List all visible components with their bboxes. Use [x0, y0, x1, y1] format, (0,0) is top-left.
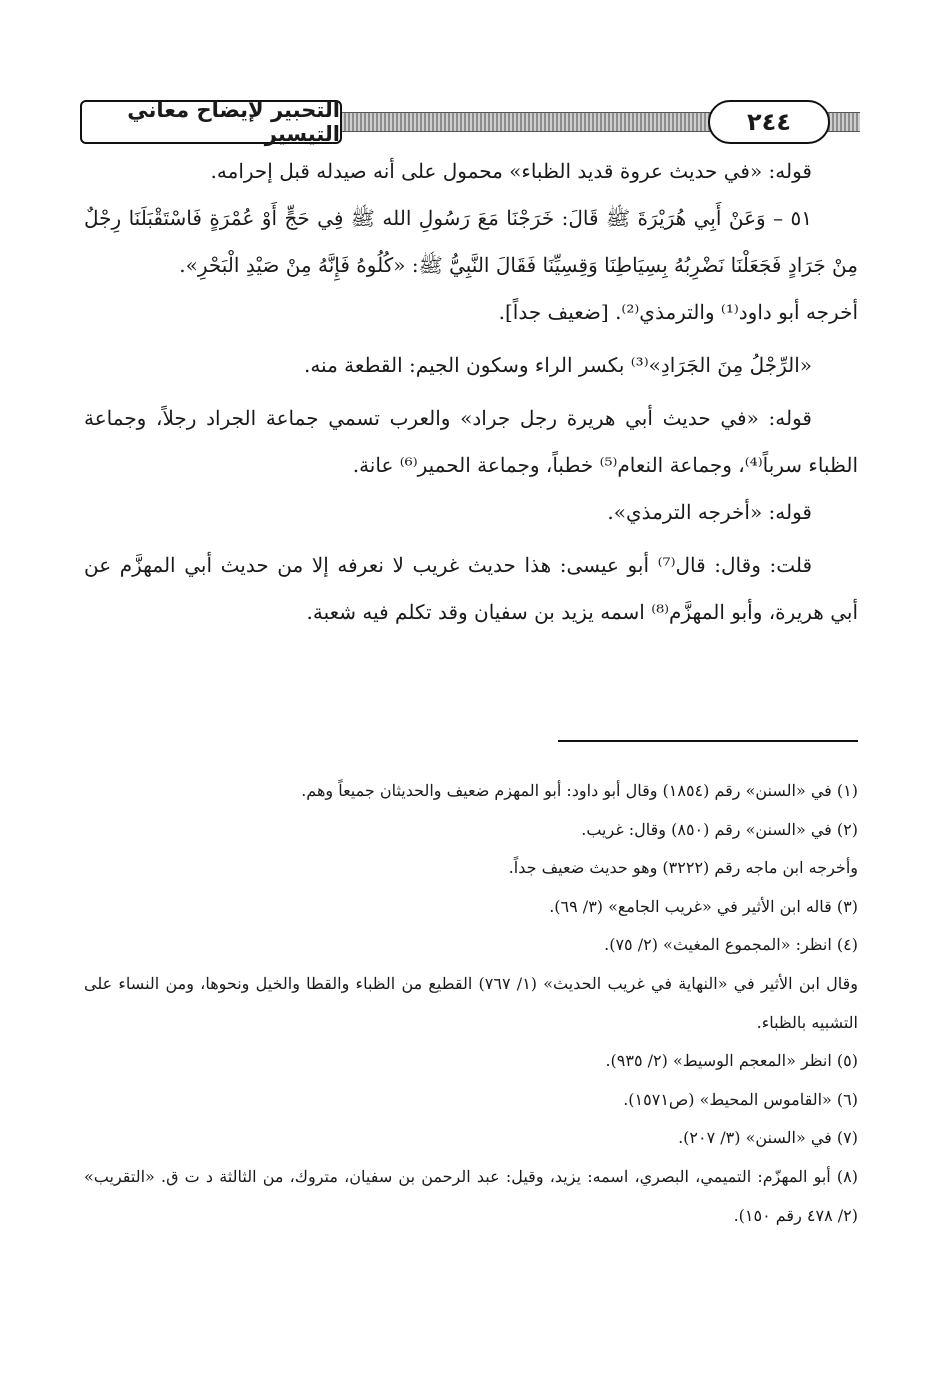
footnote-1: (١) في «السنن» رقم (١٨٥٤) وقال أبو داود: أبو المهزم ضعيف والحديثان جميعاً وهم. — [301, 781, 858, 800]
footnote-2-continued: وأخرجه ابن ماجه رقم (٣٢٢٢) وهو حديث ضعيف جداً. — [508, 858, 858, 878]
paragraph-rijl-definition: «الرِّجْلُ مِنَ الجَرَادِ»⁽³⁾ بكسر الراء وسكون الجيم: القطعة منه. — [303, 353, 812, 377]
footnotes — [84, 772, 858, 1235]
paragraph-commentary-abu-hurayra: قوله: «في حديث أبي هريرة رجل جراد» والعرب تسمي جماعة الجراد رجلاً، وجماعة الظباء سرباً⁽⁴⁾، وجماعة النعام⁽⁵⁾ خطباً، وجماعة الحمير⁽⁶⁾ عانة. — [84, 406, 858, 477]
paragraph-takhrij: أخرجه أبو داود⁽¹⁾ والترمذي⁽²⁾. [ضعيف جداً]. — [498, 300, 858, 324]
paragraph-commentary-tirmidhi: قوله: «أخرجه الترمذي». — [607, 500, 812, 524]
footnote-6: (٦) «القاموس المحيط» (ص١٥٧١). — [623, 1089, 858, 1109]
book-title: التحبير لإيضاح معاني التيسير — [80, 100, 342, 144]
footnote-divider — [558, 740, 858, 742]
footnote-4-continued: وقال ابن الأثير في «النهاية في غريب الحديث» (١/ ٧٦٧) القطيع من الظباء والقطا والخيل ونحوها، ومن النساء على التشبيه بالظباء. — [84, 973, 859, 1032]
footnote-7: (٧) في «السنن» (٣/ ٢٠٧). — [678, 1128, 858, 1148]
footnote-8: (٨) أبو المهزّم: التميمي، البصري، اسمه: يزيد، وقيل: عبد الرحمن بن سفيان، متروك، من الثالثة د ت ق. «التقريب» (٢/ ٤٧٨ رقم ١٥٠). — [84, 1166, 858, 1225]
page-number: ٢٤٤ — [708, 100, 830, 144]
footnote-2: (٢) في «السنن» رقم (٨٥٠) وقال: غريب. — [581, 819, 858, 839]
footnote-3: (٣) قاله ابن الأثير في «غريب الجامع» (٣/ ٦٩). — [549, 896, 858, 916]
footnote-4: (٤) انظر: «المجموع المغيث» (٢/ ٧٥). — [604, 935, 858, 955]
paragraph-hadith-51: ٥١ – وَعَنْ أَبِي هُرَيْرَةَ ﷺ قَالَ: خَرَجْنَا مَعَ رَسُولِ الله ﷺ فِي حَجٍّ أَوْ عُمْرَةٍ فَاسْتَقْبَلَنَا رِجْلٌ مِنْ جَرَادٍ فَجَعَلْنَا نَضْرِبُهُ بِسِيَاطِنَا وَقِسِيِّنَا فَقَالَ النَّبِيُّ ﷺ: «كُلُوهُ فَإِنَّهُ مِنْ صَيْدِ الْبَحْرِ». — [84, 206, 858, 277]
main-text — [84, 148, 858, 636]
paragraph-abu-isa-note: قلت: وقال: قال⁽⁷⁾ أبو عيسى: هذا حديث غريب لا نعرفه إلا من حديث أبي المهزَّم عن أبي هريرة، وأبو المهزَّم⁽⁸⁾ اسمه يزيد بن سفيان وقد تكلم فيه شعبة. — [84, 553, 858, 624]
paragraph-commentary-urwa: قوله: «في حديث عروة قديد الظباء» محمول على أنه صيدله قبل إحرامه. — [210, 159, 812, 183]
page-header — [80, 98, 860, 146]
footnote-5: (٥) انظر «المعجم الوسيط» (٢/ ٩٣٥). — [605, 1051, 858, 1071]
